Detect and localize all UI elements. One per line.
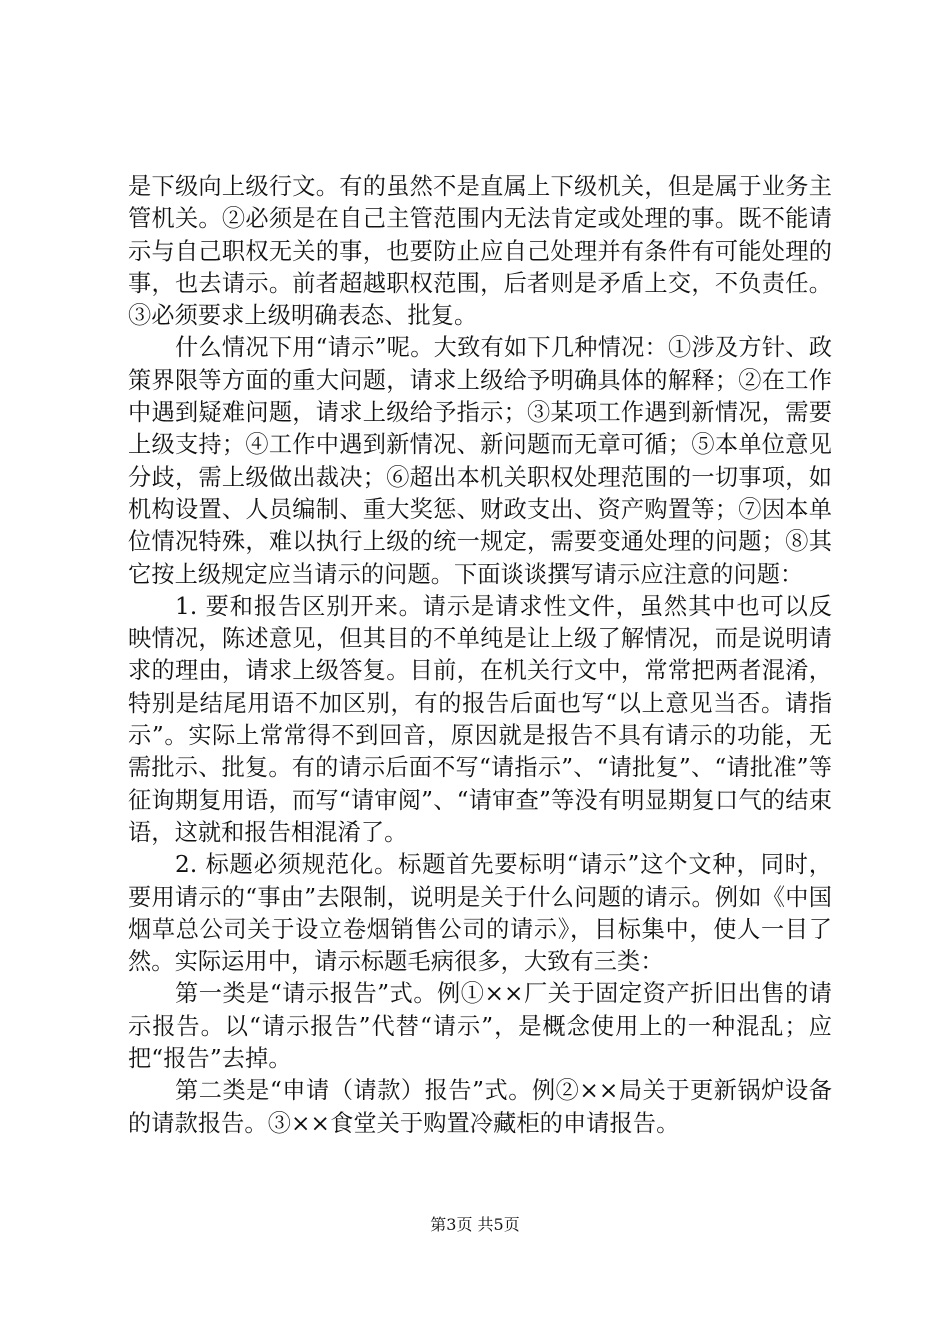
page-footer: 第3页 共5页: [430, 1215, 520, 1234]
paragraph-request-situations: 什么情况下用“请示”呢。大致有如下几种情况：①涉及方针、政策界限等方面的重大问题，请求上级给予明确具体的解释；②在工作中遇到疑难问题，请求上级给予指示；③某项工作遇到新情况，需要上级支持；④工作中遇到新情况、新问题而无章可循；⑤本单位意见分歧，需上级做出裁决；⑥超出本机关职权处理范围的一切事项，如机构设置、人员编制、重大奖惩、财政支出、资产购置等；⑦因本单位情况特殊，难以执行上级的统一规定，需要变通处理的问题；⑧其它按上级规定应当请示的问题。下面谈谈撰写请示应注意的问题：: [128, 334, 832, 588]
paragraph-type-1: 第一类是“请示报告”式。例①××厂关于固定资产折旧出售的请示报告。以“请示报告”代替“请示”，是概念使用上的一种混乱；应把“报告”去掉。: [128, 980, 832, 1073]
paragraph-point-1: 1. 要和报告区别开来。请示是请求性文件，虽然其中也可以反映情况，陈述意见，但其目的不单纯是让上级了解情况，而是说明请求的理由，请求上级答复。目前，在机关行文中，常常把两者混淆，特别是结尾用语不加区别，有的报告后面也写“以上意见当否。请指示”。实际上常常得不到回音，原因就是报告不具有请示的功能，无需批示、批复。有的请示后面不写“请指示”、“请批复”、“请批准”等征询期复用语，而写“请审阅”、“请审查”等没有明显期复口气的结束语，这就和报告相混淆了。: [128, 592, 832, 846]
paragraph-continuation: 是下级向上级行文。有的虽然不是直属上下级机关，但是属于业务主管机关。②必须是在自己主管范围内无法肯定或处理的事。既不能请示与自己职权无关的事，也要防止应自己处理并有条件有可能处理的事，也去请示。前者超越职权范围，后者则是矛盾上交，不负责任。③必须要求上级明确表态、批复。: [128, 173, 832, 330]
paragraph-point-2: 2. 标题必须规范化。标题首先要标明“请示”这个文种，同时，要用请示的“事由”去限制，说明是关于什么问题的请示。例如《中国烟草总公司关于设立卷烟销售公司的请示》，目标集中，使人一目了然。实际运用中，请示标题毛病很多，大致有三类：: [128, 851, 832, 976]
document-body: [128, 171, 832, 1140]
paragraph-type-2: 第二类是“申请（请款）报告”式。例②××局关于更新锅炉设备的请款报告。③××食堂关于购置冷藏柜的申请报告。: [128, 1077, 832, 1137]
